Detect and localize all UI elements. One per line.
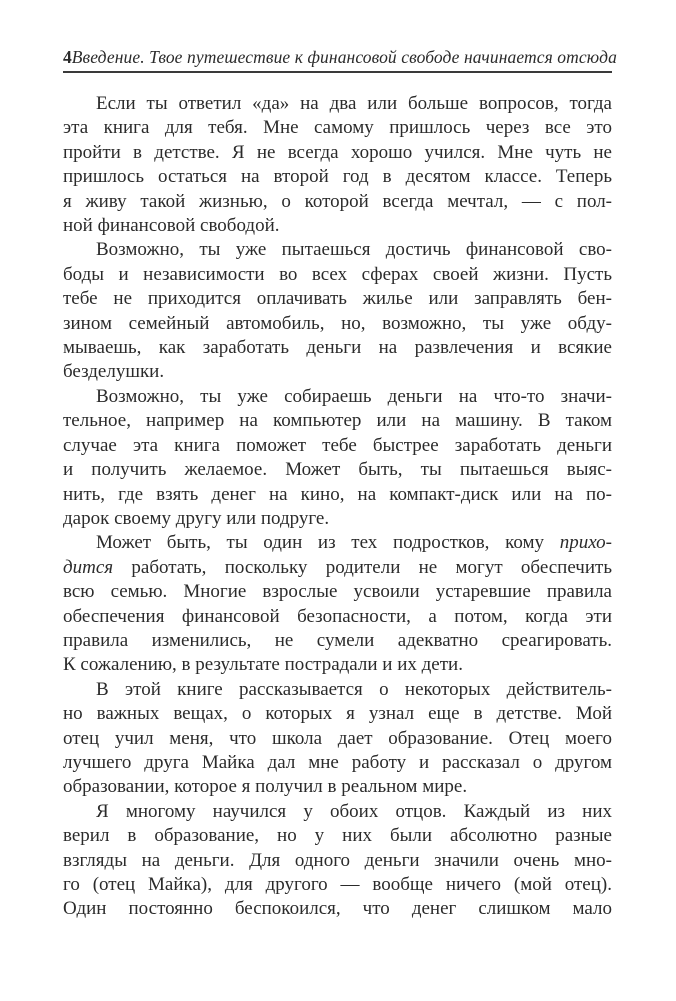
text-line: боды и независимости во всех сферах своей жизни. Пусть: [63, 263, 612, 285]
text-line: взгляды на деньги. Для одного деньги значили очень мно-: [63, 849, 612, 871]
text-line: ной финансовой свободой.: [63, 215, 280, 237]
running-title: Введение. Твое путешествие к финансовой свободе начинается отсюда: [71, 47, 617, 67]
text-line: Я многому научился у обоих отцов. Каждый из них: [96, 800, 612, 822]
text-line: и получить желаемое. Может быть, ты пытаешься выяс-: [63, 459, 612, 481]
paragraph: [63, 238, 612, 384]
text-line: всю семью. Многие взрослые усвоили устаревшие правила: [63, 581, 612, 603]
text-line: тельное, например на компьютер или на машину. В таком: [63, 410, 612, 432]
paragraph: [63, 92, 612, 238]
page-body: [63, 92, 612, 922]
text-line: пришлось остаться на второй год в десятом классе. Теперь: [63, 166, 612, 188]
paragraph: [63, 531, 612, 677]
text-line: Если ты ответил «да» на два или больше вопросов, тогда: [96, 93, 612, 114]
text-line: Возможно, ты уже пытаешься достичь финансовой сво-: [96, 239, 612, 261]
text-line: В этой книге рассказывается о некоторых действитель-: [96, 678, 612, 700]
paragraph: [63, 800, 612, 922]
text-line: нить, где взять денег на кино, на компакт-диск или на по-: [63, 483, 612, 505]
text-line: Возможно, ты уже собираешь деньги на что-то значи-: [96, 385, 612, 407]
text-line: тебе не приходится оплачивать жилье или заправлять бен-: [63, 288, 612, 310]
text-line: дарок своему другу или подруге.: [63, 507, 330, 529]
text-line: образовании, которое я получил в реальном мире.: [63, 776, 468, 798]
text-line: отец учил меня, что школа дает образование. Отец моего: [63, 727, 612, 749]
text-line: но важных вещах, о которых я узнал еще в детстве. Мой: [63, 703, 612, 725]
text-line: обеспечения финансовой безопасности, а потом, когда эти: [63, 605, 612, 627]
text-line: верил в образование, но у них были абсолютно разные: [63, 825, 612, 847]
italic-text: прихо-: [559, 532, 612, 554]
text-line: Может быть, ты один из тех подростков, кому прихо-: [96, 532, 612, 554]
text-line: лучшего друга Майка дал мне работу и рассказал о другом: [63, 751, 612, 773]
text-line: зином семейный автомобиль, но, возможно, ты уже обду-: [63, 312, 612, 334]
text-line: дится работать, поскольку родители не могут обеспечить: [63, 556, 612, 578]
text-line: го (отец Майка), для другого — вообще ничего (мой отец).: [63, 874, 612, 895]
text-line: К сожалению, в результате пострадали и их дети.: [63, 654, 463, 676]
text-line: эта книга для тебя. Мне самому пришлось через все это: [63, 117, 612, 139]
page-header: [63, 47, 617, 73]
italic-text: дится: [63, 556, 114, 578]
text-line: я живу такой жизнью, о которой всегда мечтал, — с пол-: [63, 190, 612, 212]
text-line: правила изменились, не сумели адекватно среагировать.: [63, 629, 612, 651]
text-line: случае эта книга поможет тебе быстрее заработать деньги: [63, 434, 612, 456]
paragraph: [63, 678, 612, 800]
text-line: мываешь, как заработать деньги на развлечения и всякие: [63, 337, 612, 359]
text-line: пройти в детстве. Я не всегда хорошо учился. Мне чуть не: [63, 141, 612, 163]
page-number: 4: [63, 47, 72, 67]
paragraph: [63, 385, 612, 531]
text-line: Один постоянно беспокоился, что денег слишком мало: [63, 898, 612, 920]
text-line: безделушки.: [63, 361, 165, 383]
